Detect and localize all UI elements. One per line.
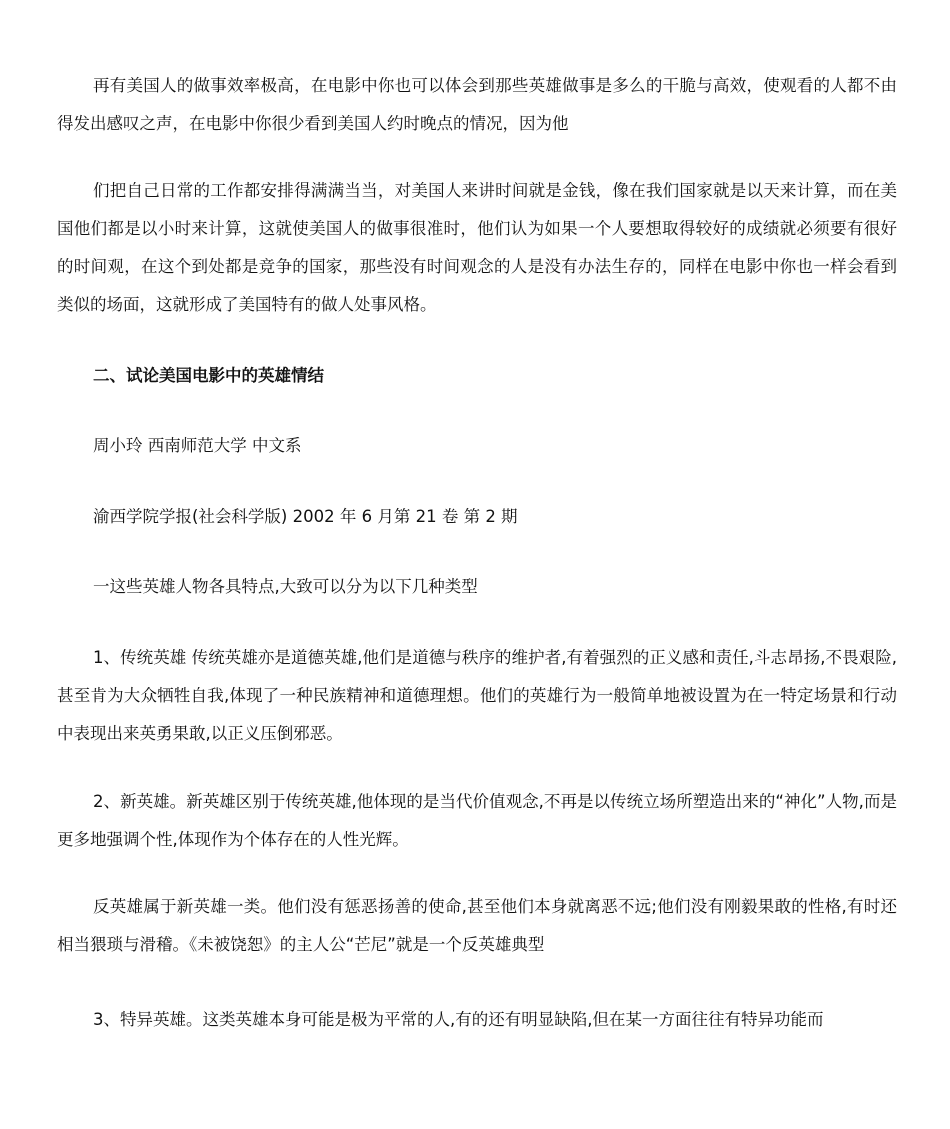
- section-heading: 二、试论美国电影中的英雄情结: [93, 366, 324, 385]
- paragraph-special-hero: 3、特异英雄。这类英雄本身可能是极为平常的人,有的还有明显缺陷,但在某一方面往往有特异功能而: [93, 1010, 824, 1029]
- paragraph-time-concept: 们把自己日常的工作都安排得满满当当，对美国人来讲时间就是金钱，像在我们国家就是以天来计算，而在美国他们都是以小时来计算，这就使美国人的做事很准时，他们认为如果一个人要想取得较好的成绩就必须要有很好的时间观，在这个到处都是竞争的国家，那些没有时间观念的人是没有办法生存的，同样在电影中你也一样会看到类似的场面，这就形成了美国特有的做人处事风格。: [57, 181, 897, 314]
- journal-line: 渝西学院学报(社会科学版) 2002 年 6 月第 21 卷 第 2 期: [93, 507, 518, 526]
- paragraph-efficiency: 再有美国人的做事效率极高，在电影中你也可以体会到那些英雄做事是多么的干脆与高效，使观看的人都不由得发出感叹之声，在电影中你很少看到美国人约时晚点的情况，因为他: [57, 76, 897, 133]
- paragraph-anti-hero: 反英雄属于新英雄一类。他们没有惩恶扬善的使命,甚至他们本身就离恶不远;他们没有刚毅果敢的性格,有时还相当猥琐与滑稽。《未被饶恕》的主人公“芒尼”就是一个反英雄典型: [57, 897, 897, 954]
- types-intro: 一这些英雄人物各具特点,大致可以分为以下几种类型: [93, 577, 478, 596]
- paragraph-traditional-hero: 1、传统英雄 传统英雄亦是道德英雄,他们是道德与秩序的维护者,有着强烈的正义感和责任,斗志昂扬,不畏艰险,甚至肯为大众牺牲自我,体现了一种民族精神和道德理想。他们的英雄行为一般简单地被设置为在一特定场景和行动中表现出来英勇果敢,以正义压倒邪恶。: [57, 648, 897, 743]
- author-line: 周小玲 西南师范大学 中文系: [93, 436, 302, 455]
- paragraph-new-hero: 2、新英雄。新英雄区别于传统英雄,他体现的是当代价值观念,不再是以传统立场所塑造出来的“神化”人物,而是更多地强调个性,体现作为个体存在的人性光辉。: [57, 792, 897, 849]
